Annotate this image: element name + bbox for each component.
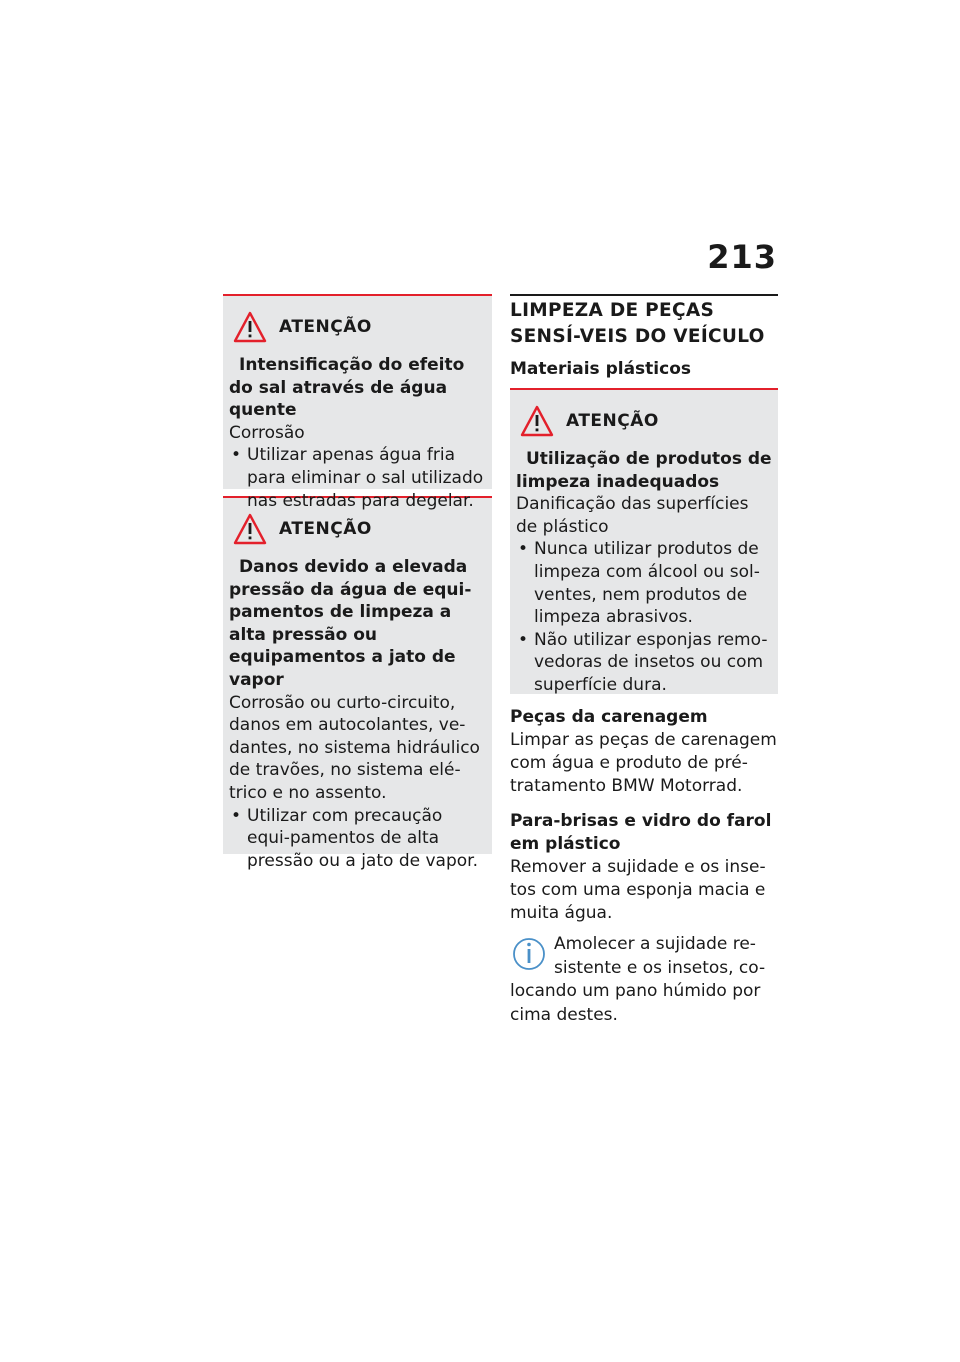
warning-title: ATENÇÃO [279, 316, 372, 337]
left-column [223, 294, 492, 871]
warning-header [233, 310, 486, 344]
info-note-text: Amolecer a sujidade re-sistente e os insetos, co-locando um pano húmido por cima destes. [510, 934, 766, 1025]
page-number: 213 [707, 238, 777, 276]
warning-box-plastics [510, 388, 778, 694]
block-heading: Peças da carenagem [510, 707, 708, 727]
warning-subtitle: Danos devido a elevada pressão da água de equi-pamentos de limpeza a alta pressão ou equipamentos a jato de vapor [229, 557, 472, 690]
warning-triangle-icon [520, 405, 554, 437]
warning-box-pressure [223, 496, 492, 871]
list-item: • Nunca utilizar produtos de limpeza com álcool ou sol-ventes, nem produtos de limpeza abrasivos. [516, 538, 772, 628]
warning-title: ATENÇÃO [566, 410, 659, 431]
warning-box-salt [223, 294, 492, 511]
warning-body: Danificação das superfícies de plástico [516, 494, 749, 537]
right-column [510, 294, 778, 1027]
warning-bullet-list [229, 805, 486, 873]
section-title: LIMPEZA DE PEÇAS SENSÍ-VEIS DO VEÍCULO [510, 300, 765, 347]
warning-triangle-icon [233, 513, 267, 545]
list-item: • Não utilizar esponjas remo-vedoras de insetos ou com superfície dura. [516, 629, 772, 697]
warning-body: Corrosão ou curto-circuito, danos em autocolantes, ve-dantes, no sistema hidráulico de travões, no sistema elé-trico e no assento. [229, 692, 480, 803]
list-item: • Utilizar com precaução equi-pamentos de alta pressão ou a jato de vapor. [229, 805, 486, 873]
block-text: Limpar as peças de carenagem com água e produto de pré-tratamento BMW Motorrad. [510, 730, 777, 796]
warning-title: ATENÇÃO [279, 518, 372, 539]
content-block-fairing [510, 706, 778, 798]
warning-bullet-list [229, 444, 486, 512]
content-block-windshield [510, 810, 778, 925]
info-note [510, 933, 778, 1027]
subsection-title: Materiais plásticos [510, 359, 692, 379]
warning-bullet-list [516, 538, 772, 696]
warning-triangle-icon [233, 311, 267, 343]
warning-body: Corrosão [229, 422, 305, 443]
list-item: • Utilizar apenas água fria para eliminar o sal utilizado nas estradas para degelar. [229, 444, 486, 512]
warning-header [520, 404, 772, 438]
info-icon [510, 935, 548, 977]
block-heading: Para-brisas e vidro do farol em plástico [510, 811, 772, 854]
warning-subtitle: Utilização de produtos de limpeza inadequados [516, 449, 772, 492]
warning-header [233, 512, 486, 546]
warning-subtitle: Intensificação do efeito do sal através de água quente [229, 355, 465, 421]
block-text: Remover a sujidade e os inse-tos com uma esponja macia e muita água. [510, 857, 766, 923]
